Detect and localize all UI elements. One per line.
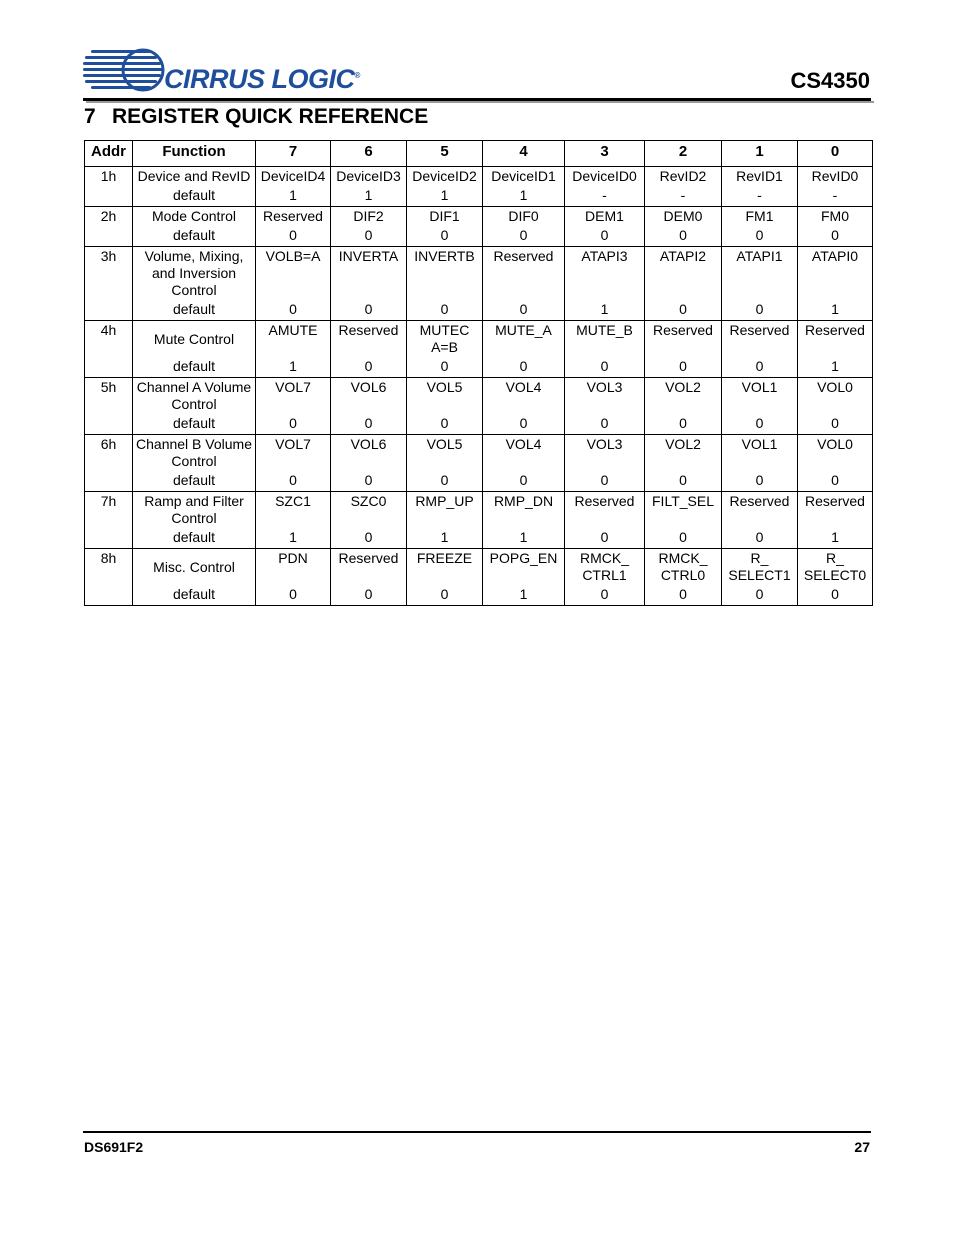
default-value-cell: 1	[256, 186, 331, 207]
default-value-cell: 0	[407, 226, 483, 247]
bit-name-cell: VOL5	[407, 435, 483, 472]
register-address: 4h	[85, 321, 133, 378]
default-value-cell: 0	[798, 585, 873, 606]
default-value-cell: 0	[722, 585, 798, 606]
register-address: 3h	[85, 247, 133, 321]
bit-name-cell: Reserved	[722, 321, 798, 358]
bit-name-cell: VOL7	[256, 378, 331, 415]
default-value-cell: 0	[331, 414, 407, 435]
register-row	[85, 435, 873, 472]
default-value-cell: 0	[256, 300, 331, 321]
default-row	[85, 226, 873, 247]
column-header: 6	[331, 141, 407, 167]
default-value-cell: 1	[565, 300, 645, 321]
bit-name-cell: VOL1	[722, 378, 798, 415]
register-table	[84, 140, 873, 606]
bit-name-cell: Reserved	[331, 549, 407, 586]
default-value-cell: 0	[722, 471, 798, 492]
bit-name-cell: INVERTB	[407, 247, 483, 301]
register-function	[133, 167, 256, 187]
default-value-cell: 0	[565, 528, 645, 549]
part-number: CS4350	[790, 68, 870, 93]
register-function	[133, 378, 256, 415]
column-header: Addr	[85, 141, 133, 167]
bit-name-cell: ATAPI0	[798, 247, 873, 301]
bit-name-cell: RevID0	[798, 167, 873, 187]
default-value-cell: 1	[256, 528, 331, 549]
bit-name-cell: Reserved	[331, 321, 407, 358]
default-value-cell: 1	[407, 186, 483, 207]
default-label: default	[133, 186, 256, 207]
function-line: Device and RevID	[137, 168, 251, 184]
bit-name-cell: RMCK_ CTRL0	[645, 549, 722, 586]
section-heading	[84, 105, 428, 129]
default-value-cell: 0	[798, 226, 873, 247]
bit-name-cell: VOL5	[407, 378, 483, 415]
default-value-cell: 0	[722, 414, 798, 435]
default-value-cell: -	[565, 186, 645, 207]
column-header: 1	[722, 141, 798, 167]
bit-name-cell: Reserved	[645, 321, 722, 358]
bit-name-cell: VOL2	[645, 378, 722, 415]
default-value-cell: 0	[645, 357, 722, 378]
bit-name-cell: ATAPI1	[722, 247, 798, 301]
bit-name-cell: VOL4	[483, 435, 565, 472]
bit-name-cell: DeviceID4	[256, 167, 331, 187]
default-value-cell: 0	[331, 300, 407, 321]
bit-name-cell: DEM0	[645, 207, 722, 227]
register-function	[133, 435, 256, 472]
function-line: Mute Control	[153, 330, 235, 347]
register-row	[85, 549, 873, 586]
default-value-cell: 0	[798, 414, 873, 435]
bit-name-cell: VOL7	[256, 435, 331, 472]
default-label: default	[133, 528, 256, 549]
default-value-cell: 0	[565, 357, 645, 378]
default-value-cell: 0	[331, 357, 407, 378]
default-value-cell: 0	[483, 471, 565, 492]
register-row	[85, 247, 873, 301]
table-header-row	[85, 141, 873, 167]
bit-name-cell: VOL0	[798, 378, 873, 415]
column-header: 7	[256, 141, 331, 167]
default-value-cell: 1	[407, 528, 483, 549]
register-function	[133, 247, 256, 301]
company-name: CIRRUS LOGIC®	[164, 64, 360, 94]
bit-name-cell: RevID1	[722, 167, 798, 187]
section-number: 7	[84, 105, 96, 128]
default-value-cell: 1	[483, 186, 565, 207]
default-value-cell: 1	[798, 357, 873, 378]
default-label: default	[133, 300, 256, 321]
bit-name-cell: MUTE_B	[565, 321, 645, 358]
default-value-cell: 0	[331, 585, 407, 606]
bit-name-cell: SZC0	[331, 492, 407, 529]
default-value-cell: 1	[331, 186, 407, 207]
bit-name-cell: VOL4	[483, 378, 565, 415]
bit-name-cell: INVERTA	[331, 247, 407, 301]
register-function	[133, 321, 256, 358]
default-value-cell: 0	[407, 471, 483, 492]
bit-name-cell: FILT_SEL	[645, 492, 722, 529]
default-value-cell: 0	[256, 585, 331, 606]
default-row	[85, 471, 873, 492]
register-function	[133, 549, 256, 586]
default-value-cell: 0	[565, 226, 645, 247]
default-value-cell: 0	[256, 471, 331, 492]
bit-name-cell: RMCK_ CTRL1	[565, 549, 645, 586]
default-row	[85, 357, 873, 378]
default-value-cell: -	[722, 186, 798, 207]
bit-name-cell: Reserved	[722, 492, 798, 529]
default-value-cell: 0	[565, 585, 645, 606]
bit-name-cell: FREEZE	[407, 549, 483, 586]
default-row	[85, 414, 873, 435]
default-label: default	[133, 226, 256, 247]
function-line: Control	[171, 396, 217, 412]
page-number: 27	[854, 1139, 870, 1155]
bit-name-cell: ATAPI3	[565, 247, 645, 301]
function-line: and Inversion	[151, 265, 237, 281]
bit-name-cell: R_ SELECT1	[722, 549, 798, 586]
column-header: Function	[133, 141, 256, 167]
function-line: Mode Control	[151, 208, 237, 224]
default-value-cell: -	[645, 186, 722, 207]
default-value-cell: 0	[407, 585, 483, 606]
document-id: DS691F2	[84, 1139, 144, 1155]
default-label: default	[133, 357, 256, 378]
default-value-cell: 0	[798, 471, 873, 492]
bit-name-cell: DIF1	[407, 207, 483, 227]
bit-name-cell: VOL6	[331, 435, 407, 472]
bit-name-cell: DEM1	[565, 207, 645, 227]
default-value-cell: 0	[565, 471, 645, 492]
default-value-cell: 1	[798, 300, 873, 321]
default-row	[85, 528, 873, 549]
register-function	[133, 207, 256, 227]
column-header: 5	[407, 141, 483, 167]
function-line: Control	[171, 282, 217, 298]
default-value-cell: 0	[565, 414, 645, 435]
default-value-cell: 0	[722, 226, 798, 247]
bit-name-cell: SZC1	[256, 492, 331, 529]
default-value-cell: 0	[645, 471, 722, 492]
bit-name-cell: AMUTE	[256, 321, 331, 358]
bit-name-cell: VOL3	[565, 378, 645, 415]
bit-name-cell: Reserved	[483, 247, 565, 301]
default-value-cell: 0	[331, 471, 407, 492]
default-value-cell: 1	[483, 585, 565, 606]
bit-name-cell: Reserved	[798, 321, 873, 358]
default-value-cell: 0	[331, 528, 407, 549]
default-value-cell: 0	[722, 300, 798, 321]
bit-name-cell: FM1	[722, 207, 798, 227]
function-line: Channel B Volume	[136, 436, 252, 452]
bit-name-cell: DeviceID2	[407, 167, 483, 187]
bit-name-cell: DIF2	[331, 207, 407, 227]
register-row	[85, 492, 873, 529]
register-address: 5h	[85, 378, 133, 435]
default-value-cell: 0	[256, 226, 331, 247]
bit-name-cell: Reserved	[798, 492, 873, 529]
bit-name-cell: PDN	[256, 549, 331, 586]
default-value-cell: 0	[331, 226, 407, 247]
bit-name-cell: POPG_EN	[483, 549, 565, 586]
register-row	[85, 378, 873, 415]
bit-name-cell: MUTEC A=B	[407, 321, 483, 358]
bit-name-cell: Reserved	[565, 492, 645, 529]
section-title: REGISTER QUICK REFERENCE	[112, 105, 429, 128]
default-value-cell: 0	[483, 300, 565, 321]
bit-name-cell: DeviceID0	[565, 167, 645, 187]
bit-name-cell: Reserved	[256, 207, 331, 227]
default-value-cell: 0	[645, 585, 722, 606]
default-row	[85, 300, 873, 321]
bit-name-cell: MUTE_A	[483, 321, 565, 358]
default-label: default	[133, 414, 256, 435]
bit-name-cell: VOL0	[798, 435, 873, 472]
default-value-cell: 0	[645, 226, 722, 247]
register-function	[133, 492, 256, 529]
function-line: Control	[171, 510, 217, 526]
bit-name-cell: RMP_UP	[407, 492, 483, 529]
default-value-cell: 1	[798, 528, 873, 549]
default-value-cell: 1	[483, 528, 565, 549]
register-address: 7h	[85, 492, 133, 549]
default-value-cell: 0	[645, 528, 722, 549]
bit-name-cell: FM0	[798, 207, 873, 227]
header-rule-shadow	[86, 101, 874, 103]
default-row	[85, 186, 873, 207]
column-header: 0	[798, 141, 873, 167]
bit-name-cell: DeviceID3	[331, 167, 407, 187]
table-body	[85, 167, 873, 606]
default-value-cell: -	[798, 186, 873, 207]
register-address: 6h	[85, 435, 133, 492]
default-value-cell: 0	[645, 300, 722, 321]
default-value-cell: 0	[483, 226, 565, 247]
column-header: 4	[483, 141, 565, 167]
bit-name-cell: VOL6	[331, 378, 407, 415]
default-value-cell: 0	[722, 357, 798, 378]
function-line: Misc. Control	[153, 558, 235, 575]
register-address: 2h	[85, 207, 133, 247]
default-value-cell: 0	[483, 357, 565, 378]
register-address: 8h	[85, 549, 133, 606]
bit-name-cell: VOLB=A	[256, 247, 331, 301]
bit-name-cell: VOL1	[722, 435, 798, 472]
default-label: default	[133, 471, 256, 492]
default-value-cell: 0	[645, 414, 722, 435]
column-header: 3	[565, 141, 645, 167]
default-value-cell: 0	[407, 300, 483, 321]
function-line: Volume, Mixing,	[144, 248, 244, 264]
function-line: Control	[171, 453, 217, 469]
register-row	[85, 167, 873, 187]
default-value-cell: 0	[722, 528, 798, 549]
bit-name-cell: RMP_DN	[483, 492, 565, 529]
bit-name-cell: DeviceID1	[483, 167, 565, 187]
bit-name-cell: VOL2	[645, 435, 722, 472]
default-label: default	[133, 585, 256, 606]
function-line: Channel A Volume	[136, 379, 252, 395]
default-value-cell: 0	[483, 414, 565, 435]
bit-name-cell: RevID2	[645, 167, 722, 187]
default-row	[85, 585, 873, 606]
bit-name-cell: ATAPI2	[645, 247, 722, 301]
default-value-cell: 1	[256, 357, 331, 378]
register-row	[85, 321, 873, 358]
bit-name-cell: VOL3	[565, 435, 645, 472]
bit-name-cell: DIF0	[483, 207, 565, 227]
default-value-cell: 0	[256, 414, 331, 435]
default-value-cell: 0	[407, 357, 483, 378]
bit-name-cell: R_ SELECT0	[798, 549, 873, 586]
function-line: Ramp and Filter	[144, 493, 244, 509]
register-row	[85, 207, 873, 227]
column-header: 2	[645, 141, 722, 167]
register-address: 1h	[85, 167, 133, 207]
default-value-cell: 0	[407, 414, 483, 435]
footer-rule	[83, 1131, 871, 1133]
